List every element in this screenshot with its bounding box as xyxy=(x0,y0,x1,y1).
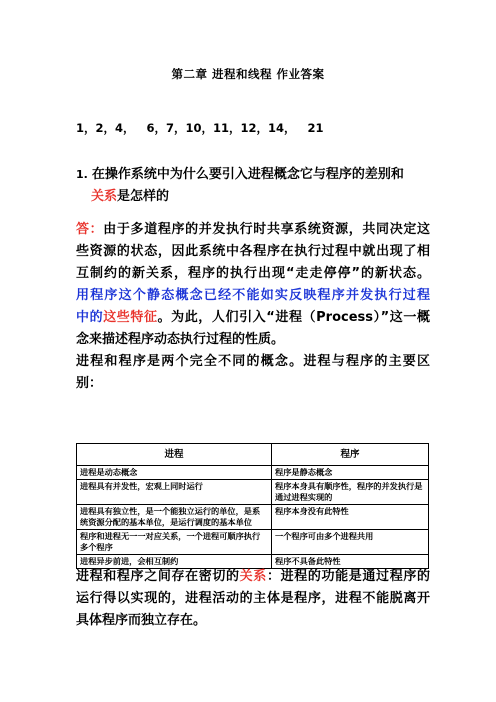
answer-line-3: 互制约的新关系，程序的执行出现“走走停停”的新状态。 xyxy=(76,266,430,281)
table-cell: 程序本身没有此特性 xyxy=(272,505,429,530)
closing-block xyxy=(76,566,430,632)
table-cell: 进程异步前进，会相互制约 xyxy=(77,555,272,569)
table-header-row xyxy=(77,444,429,466)
table-cell: 进程具有独立性，是一个能独立运行的单位，是系统资源分配的基本单位，是运行调度的基本单位 xyxy=(77,505,272,530)
question-highlight: 关系 xyxy=(91,189,118,204)
answer-line-2: 些资源的状态，因此系统中各程序在执行过程中就出现了相 xyxy=(76,244,430,259)
table-row xyxy=(77,480,429,505)
table-cell: 进程具有并发性，宏观上同时运行 xyxy=(77,480,272,505)
table-cell: 程序和进程无一一对应关系，一个进程可顺序执行多个程序 xyxy=(77,530,272,555)
question-line-1 xyxy=(76,164,430,186)
answer-line-4: 用程序这个静态概念已经不能如实反映程序并发执行过程 xyxy=(76,288,430,303)
comparison-table xyxy=(76,443,429,569)
table-cell: 程序本身具有顺序性，程序的并发执行是通过进程实现的 xyxy=(272,480,429,505)
table-cell: 进程是动态概念 xyxy=(77,466,272,480)
answer-line-7: 进程和程序是两个完全不同的概念。进程与程序的主要区 xyxy=(76,354,430,369)
closing-text-1b: ：进程的功能是通过程序的 xyxy=(266,569,430,584)
answer-text-5-blue: 中的 xyxy=(76,310,104,325)
answer-text-5-rest: 。为此，人们引入“进程（Process）”这一概 xyxy=(157,310,430,325)
closing-line-2: 运行得以实现的，进程活动的主体是程序，进程不能脱离开 xyxy=(76,591,430,606)
answer-line-1 xyxy=(76,219,430,241)
answer-label: 答： xyxy=(76,222,104,237)
problem-list: 1，2，4， 6，7，10，11，12，14， 21 xyxy=(76,121,324,135)
table-row xyxy=(77,505,429,530)
table-header-program: 程序 xyxy=(272,444,429,466)
table-cell: 程序是静态概念 xyxy=(272,466,429,480)
closing-line-3: 具体程序而独立存在。 xyxy=(76,613,207,628)
answer-line-6: 念来描述程序动态执行过程的性质。 xyxy=(76,332,285,347)
table-header-process: 进程 xyxy=(77,444,272,466)
closing-line-1 xyxy=(76,566,430,588)
question-text-1: 在操作系统中为什么要引入进程概念它与程序的差别和 xyxy=(91,167,404,182)
answer-text-1: 由于多道程序的并发执行时共享系统资源，共同决定这 xyxy=(103,222,430,237)
table-cell: 程序不具备此特性 xyxy=(272,555,429,569)
closing-text-1a: 进程和程序之间存在密切的 xyxy=(76,569,240,584)
question-line-2 xyxy=(76,186,430,208)
question-text-2: 是怎样的 xyxy=(117,189,170,204)
answer-line-8: 别： xyxy=(76,376,103,391)
table-row xyxy=(77,530,429,555)
answer-block xyxy=(76,219,430,395)
question-number: 1. xyxy=(76,168,88,181)
answer-line-5 xyxy=(76,307,430,329)
closing-highlight: 关系 xyxy=(239,569,267,584)
table-row xyxy=(77,466,429,480)
answer-text-5-red: 这些特征 xyxy=(103,310,158,325)
document-title: 第二章 进程和线程 作业答案 xyxy=(171,67,325,81)
table-cell: 一个程序可由多个进程共用 xyxy=(272,530,429,555)
question-block xyxy=(76,164,430,208)
